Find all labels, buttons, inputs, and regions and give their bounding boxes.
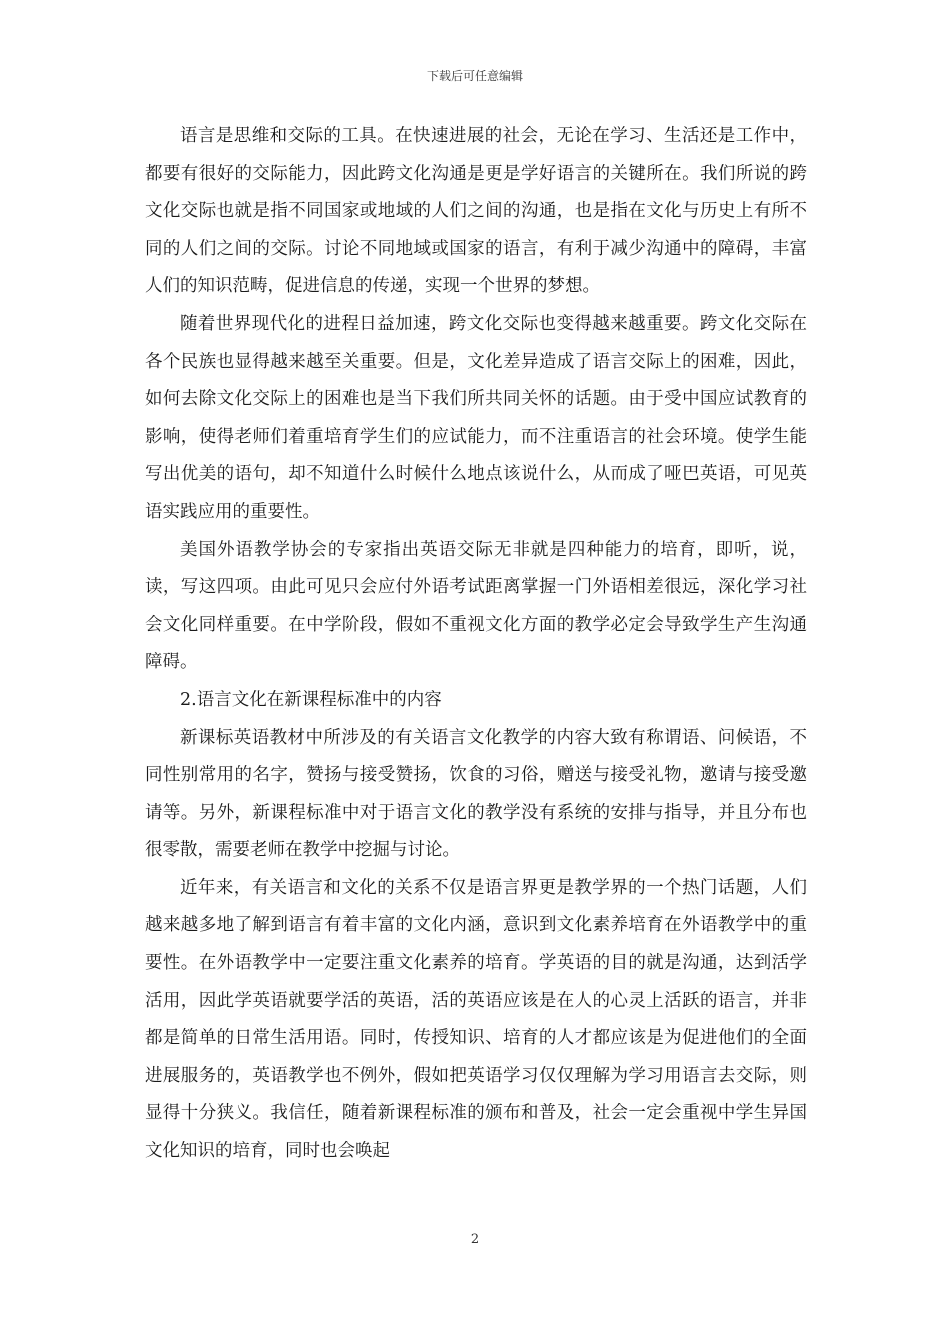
body-text <box>145 118 807 1171</box>
page-number: 2 <box>470 1232 480 1247</box>
paragraph-1: 语言是思维和交际的工具。在快速进展的社会，无论在学习、生活还是工作中，都要有很好的交际能力，因此跨文化沟通是更是学好语言的关键所在。我们所说的跨文化交际也就是指不同国家或地域的人们之间的沟通，也是指在文化与历史上有所不同的人们之间的交际。讨论不同地域或国家的语言，有利于减少沟通中的障碍，丰富人们的知识范畴，促进信息的传递，实现一个世界的梦想。 <box>145 126 807 297</box>
page-header: 下载后可任意编辑 <box>426 69 523 83</box>
paragraph-2: 随着世界现代化的进程日益加速，跨文化交际也变得越来越重要。跨文化交际在各个民族也显得越来越至关重要。但是，文化差异造成了语言交际上的困难，因此，如何去除文化交际上的困难也是当下我们所共同关怀的话题。由于受中国应试教育的影响，使得老师们着重培育学生们的应试能力，而不注重语言的社会环境。使学生能写出优美的语句，却不知道什么时候什么地点该说什么，从而成了哑巴英语，可见英语实践应用的重要性。 <box>145 313 807 522</box>
paragraph-4: 新课标英语教材中所涉及的有关语言文化教学的内容大致有称谓语、问候语，不同性别常用的名字，赞扬与接受赞扬，饮食的习俗，赠送与接受礼物，邀请与接受邀请等。另外，新课程标准中对于语言文化的教学没有系统的安排与指导，并且分布也很零散，需要老师在教学中挖掘与讨论。 <box>145 727 807 861</box>
paragraph-5: 近年来，有关语言和文化的关系不仅是语言界更是教学界的一个热门话题，人们越来越多地了解到语言有着丰富的文化内涵，意识到文化素养培育在外语教学中的重要性。在外语教学中一定要注重文化素养的培育。学英语的目的就是沟通，达到活学活用，因此学英语就要学活的英语，活的英语应该是在人的心灵上活跃的语言，并非都是简单的日常生活用语。同时，传授知识、培育的人才都应该是为促进他们的全面进展服务的，英语教学也不例外，假如把英语学习仅仅理解为学习用语言去交际，则显得十分狭义。我信任，随着新课程标准的颁布和普及，社会一定会重视中学生异国文化知识的培育，同时也会唤起 <box>145 877 807 1162</box>
section-heading: 2.语言文化在新课程标准中的内容 <box>180 689 442 710</box>
paragraph-3: 美国外语教学协会的专家指出英语交际无非就是四种能力的培育，即听，说，读，写这四项。由此可见只会应付外语考试距离掌握一门外语相差很远，深化学习社会文化同样重要。在中学阶段，假如不重视文化方面的教学必定会导致学生产生沟通障碍。 <box>145 539 807 673</box>
